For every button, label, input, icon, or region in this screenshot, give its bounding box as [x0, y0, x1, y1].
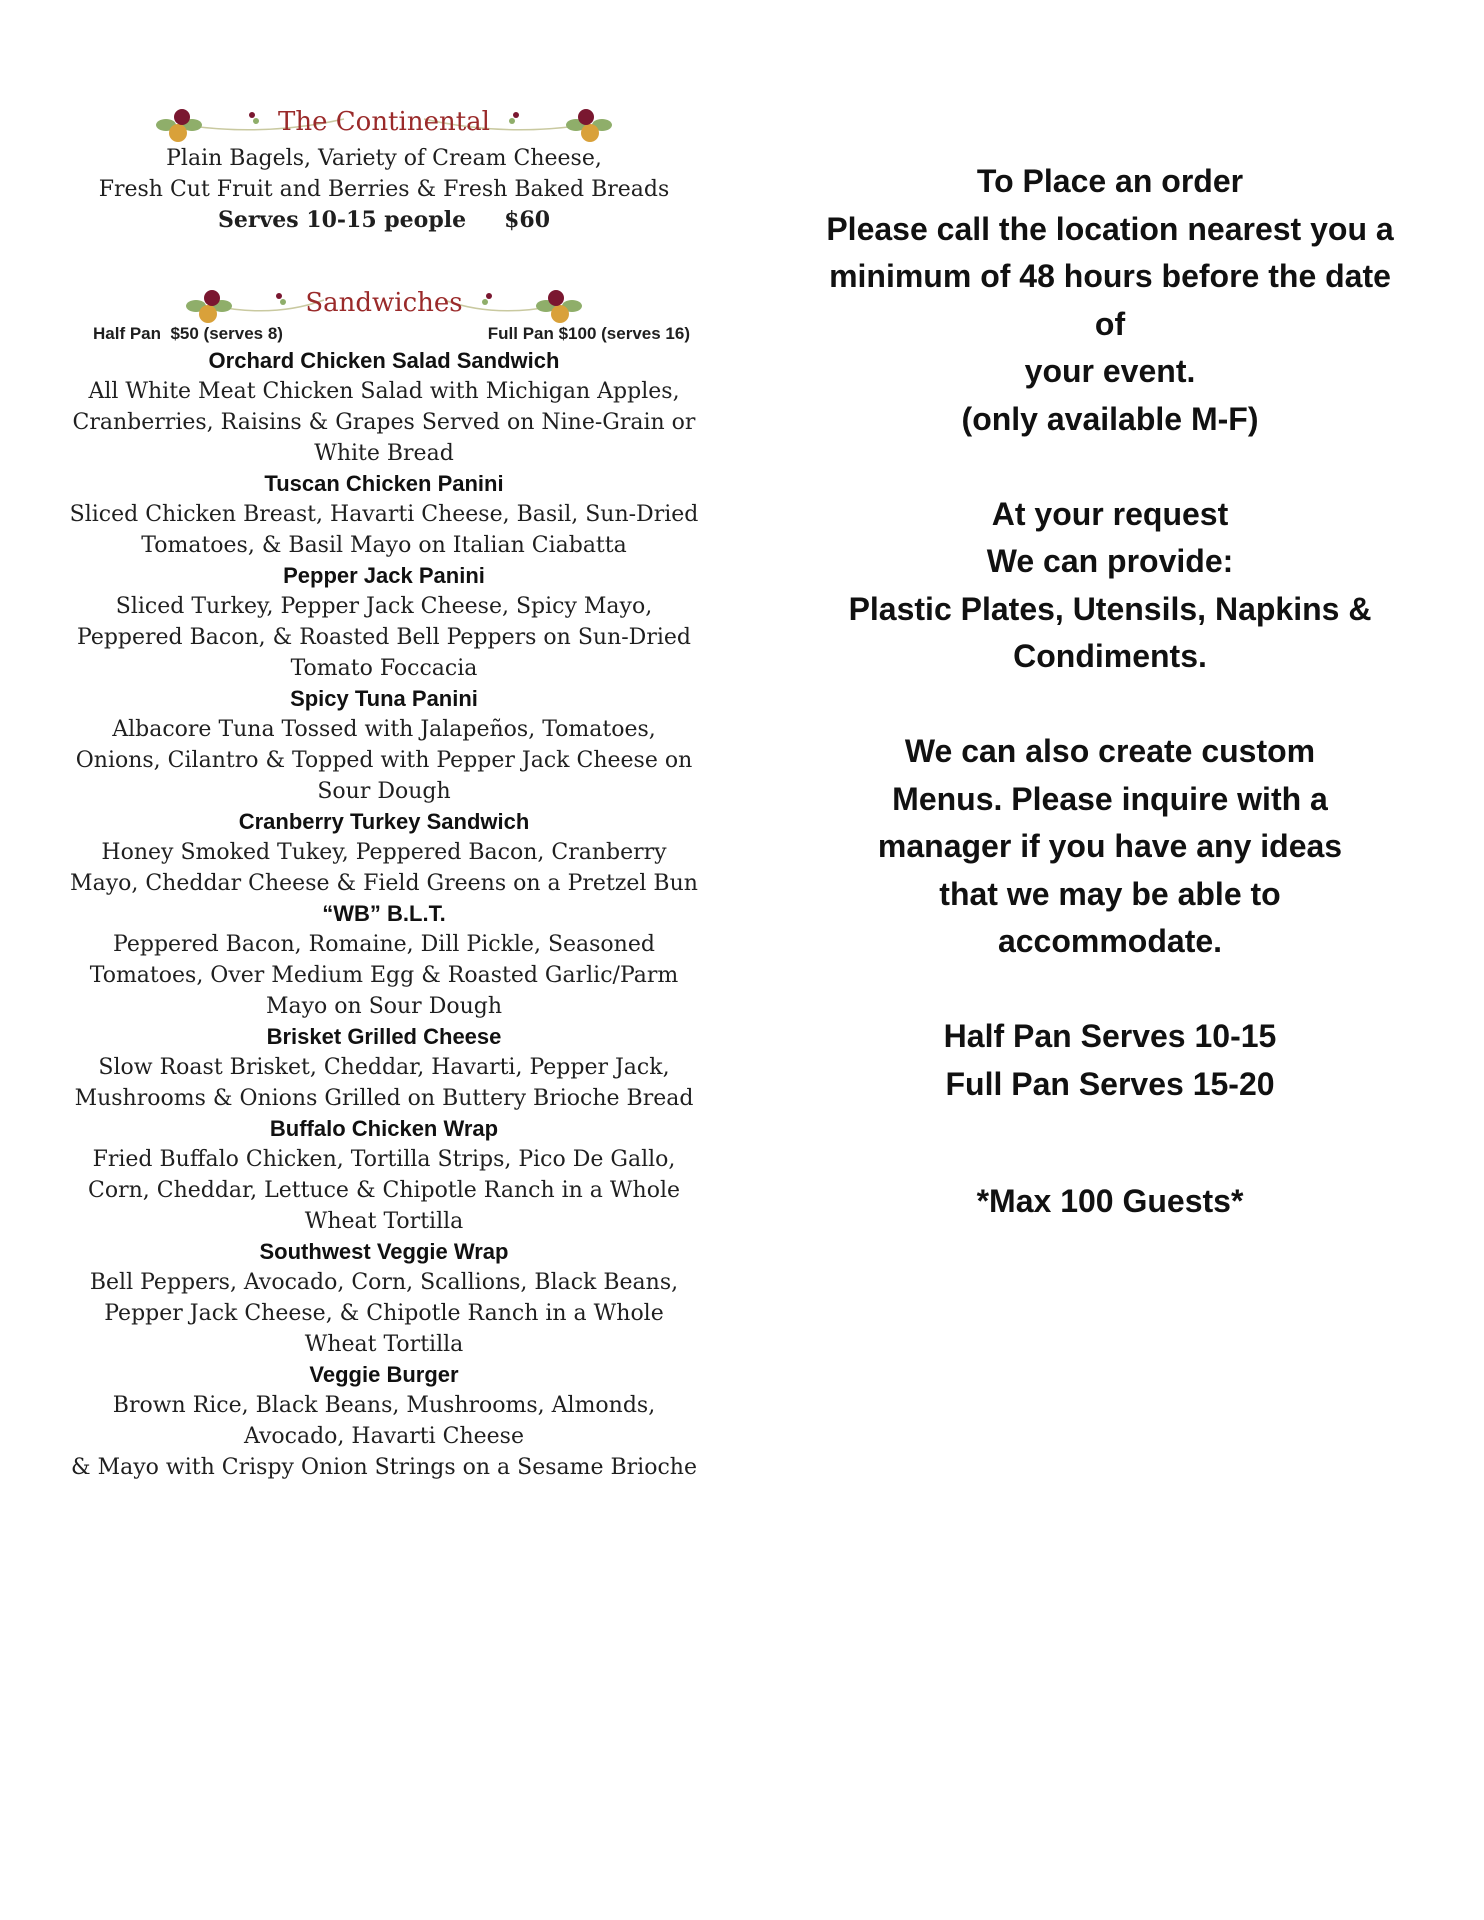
- menu-column: [58, 95, 710, 1483]
- info-line: We can provide:: [986, 543, 1234, 579]
- item-desc: & Mayo with Crispy Onion Strings on a Sesame Brioche: [71, 1455, 697, 1480]
- continental-header: [144, 95, 624, 143]
- item-desc: Corn, Cheddar, Lettuce & Chipotle Ranch in a Whole: [87, 1178, 680, 1203]
- item-desc: Avocado, Havarti Cheese: [243, 1424, 524, 1449]
- sandwiches-title: Sandwiches: [305, 288, 463, 318]
- continental-line-2: Fresh Cut Fruit and Berries & Fresh Baked Breads: [98, 177, 670, 202]
- info-line: At your request: [991, 495, 1229, 532]
- item-desc: Peppered Bacon, & Roasted Bell Peppers on Sun-Dried: [77, 625, 691, 650]
- info-column: [790, 158, 1430, 1225]
- half-pan-price: Half Pan $50 (serves 8): [93, 324, 283, 343]
- item-desc: Cranberries, Raisins & Grapes Served on Nine-Grain or: [72, 410, 696, 435]
- sandwich-list: [58, 346, 710, 1483]
- custom-menus: [790, 728, 1430, 966]
- item-desc: Peppered Bacon, Romaine, Dill Pickle, Seasoned: [113, 932, 655, 957]
- sandwiches-header: [174, 276, 594, 324]
- item-name: Buffalo Chicken Wrap: [269, 1116, 499, 1141]
- item-name: Tuscan Chicken Panini: [264, 471, 504, 496]
- list-item: [58, 346, 710, 469]
- item-desc: All White Meat Chicken Salad with Michigan Apples,: [88, 379, 680, 404]
- item-desc: Tomatoes, Over Medium Egg & Roasted Garlic/Parm: [89, 963, 679, 988]
- info-line: your event.: [1024, 353, 1196, 389]
- item-desc: White Bread: [314, 441, 454, 466]
- request-supplies: [790, 491, 1430, 681]
- item-desc: Fried Buffalo Chicken, Tortilla Strips, Pico De Gallo,: [92, 1147, 676, 1172]
- item-desc: Sliced Chicken Breast, Havarti Cheese, Basil, Sun-Dried: [69, 502, 699, 527]
- item-name: Veggie Burger: [309, 1362, 459, 1387]
- continental-serves-price: [58, 205, 710, 236]
- continental-serves: Serves 10-15 people: [217, 207, 467, 233]
- pan-servings: [790, 1013, 1430, 1108]
- info-line: (only available M-F): [961, 400, 1259, 437]
- item-name: Brisket Grilled Cheese: [266, 1024, 502, 1049]
- item-desc: Slow Roast Brisket, Cheddar, Havarti, Pepper Jack,: [98, 1055, 670, 1080]
- item-desc: Mushrooms & Onions Grilled on Buttery Brioche Bread: [74, 1086, 694, 1111]
- info-line: accommodate.: [997, 923, 1223, 959]
- item-name: Cranberry Turkey Sandwich: [238, 809, 530, 834]
- info-line: Full Pan Serves 15-20: [945, 1065, 1275, 1102]
- info-line: that we may be able to: [939, 875, 1281, 912]
- item-desc: Sliced Turkey, Pepper Jack Cheese, Spicy Mayo,: [115, 594, 653, 619]
- max-guests: *Max 100 Guests*: [976, 1182, 1244, 1219]
- pan-pricing: [58, 322, 710, 346]
- item-desc: Honey Smoked Tukey, Peppered Bacon, Cranberry: [101, 840, 667, 865]
- item-name: Spicy Tuna Panini: [290, 686, 478, 711]
- info-line: Plastic Plates, Utensils, Napkins &: [848, 590, 1372, 627]
- info-line: Menus. Please inquire with a: [892, 780, 1328, 817]
- continental-line-1: Plain Bagels, Variety of Cream Cheese,: [166, 146, 602, 171]
- item-desc: Sour Dough: [317, 779, 451, 804]
- list-item: [58, 1114, 710, 1237]
- item-desc: Mayo, Cheddar Cheese & Field Greens on a Pretzel Bun: [70, 871, 698, 896]
- list-item: [58, 807, 710, 899]
- continental-title: The Continental: [278, 107, 490, 137]
- info-line: Please call the location nearest you a: [826, 210, 1394, 247]
- list-item: [58, 684, 710, 807]
- info-line: To Place an order: [976, 163, 1244, 199]
- list-item: [58, 469, 710, 561]
- item-desc: Bell Peppers, Avocado, Corn, Scallions, Black Beans,: [89, 1270, 679, 1295]
- order-instructions: [790, 158, 1430, 443]
- item-desc: Pepper Jack Cheese, & Chipotle Ranch in a Whole: [104, 1301, 664, 1326]
- item-desc: Wheat Tortilla: [304, 1332, 464, 1357]
- item-name: Pepper Jack Panini: [283, 563, 485, 588]
- info-line: of: [1094, 305, 1126, 342]
- item-name: “WB” B.L.T.: [322, 901, 446, 926]
- item-desc: Wheat Tortilla: [304, 1209, 464, 1234]
- list-item: [58, 1360, 710, 1483]
- item-desc: Brown Rice, Black Beans, Mushrooms, Almonds,: [112, 1393, 656, 1418]
- info-line: Condiments.: [1013, 638, 1207, 674]
- continental-price: $60: [504, 207, 551, 233]
- info-line: minimum of 48 hours before the date: [829, 258, 1391, 294]
- full-pan-price: Full Pan $100 (serves 16): [487, 324, 690, 343]
- list-item: [58, 561, 710, 684]
- item-desc: Albacore Tuna Tossed with Jalapeños, Tomatoes,: [112, 717, 656, 742]
- list-item: [58, 899, 710, 1022]
- item-name: Orchard Chicken Salad Sandwich: [208, 348, 560, 373]
- list-item: [58, 1237, 710, 1360]
- item-desc: Tomatoes, & Basil Mayo on Italian Ciabatta: [141, 533, 627, 558]
- info-line: manager if you have any ideas: [877, 828, 1343, 864]
- info-line: We can also create custom: [904, 733, 1316, 769]
- info-line: Half Pan Serves 10-15: [943, 1018, 1277, 1054]
- item-desc: Tomato Foccacia: [290, 656, 478, 681]
- item-desc: Onions, Cilantro & Topped with Pepper Jack Cheese on: [75, 748, 693, 773]
- item-desc: Mayo on Sour Dough: [265, 994, 503, 1019]
- list-item: [58, 1022, 710, 1114]
- item-name: Southwest Veggie Wrap: [259, 1239, 509, 1264]
